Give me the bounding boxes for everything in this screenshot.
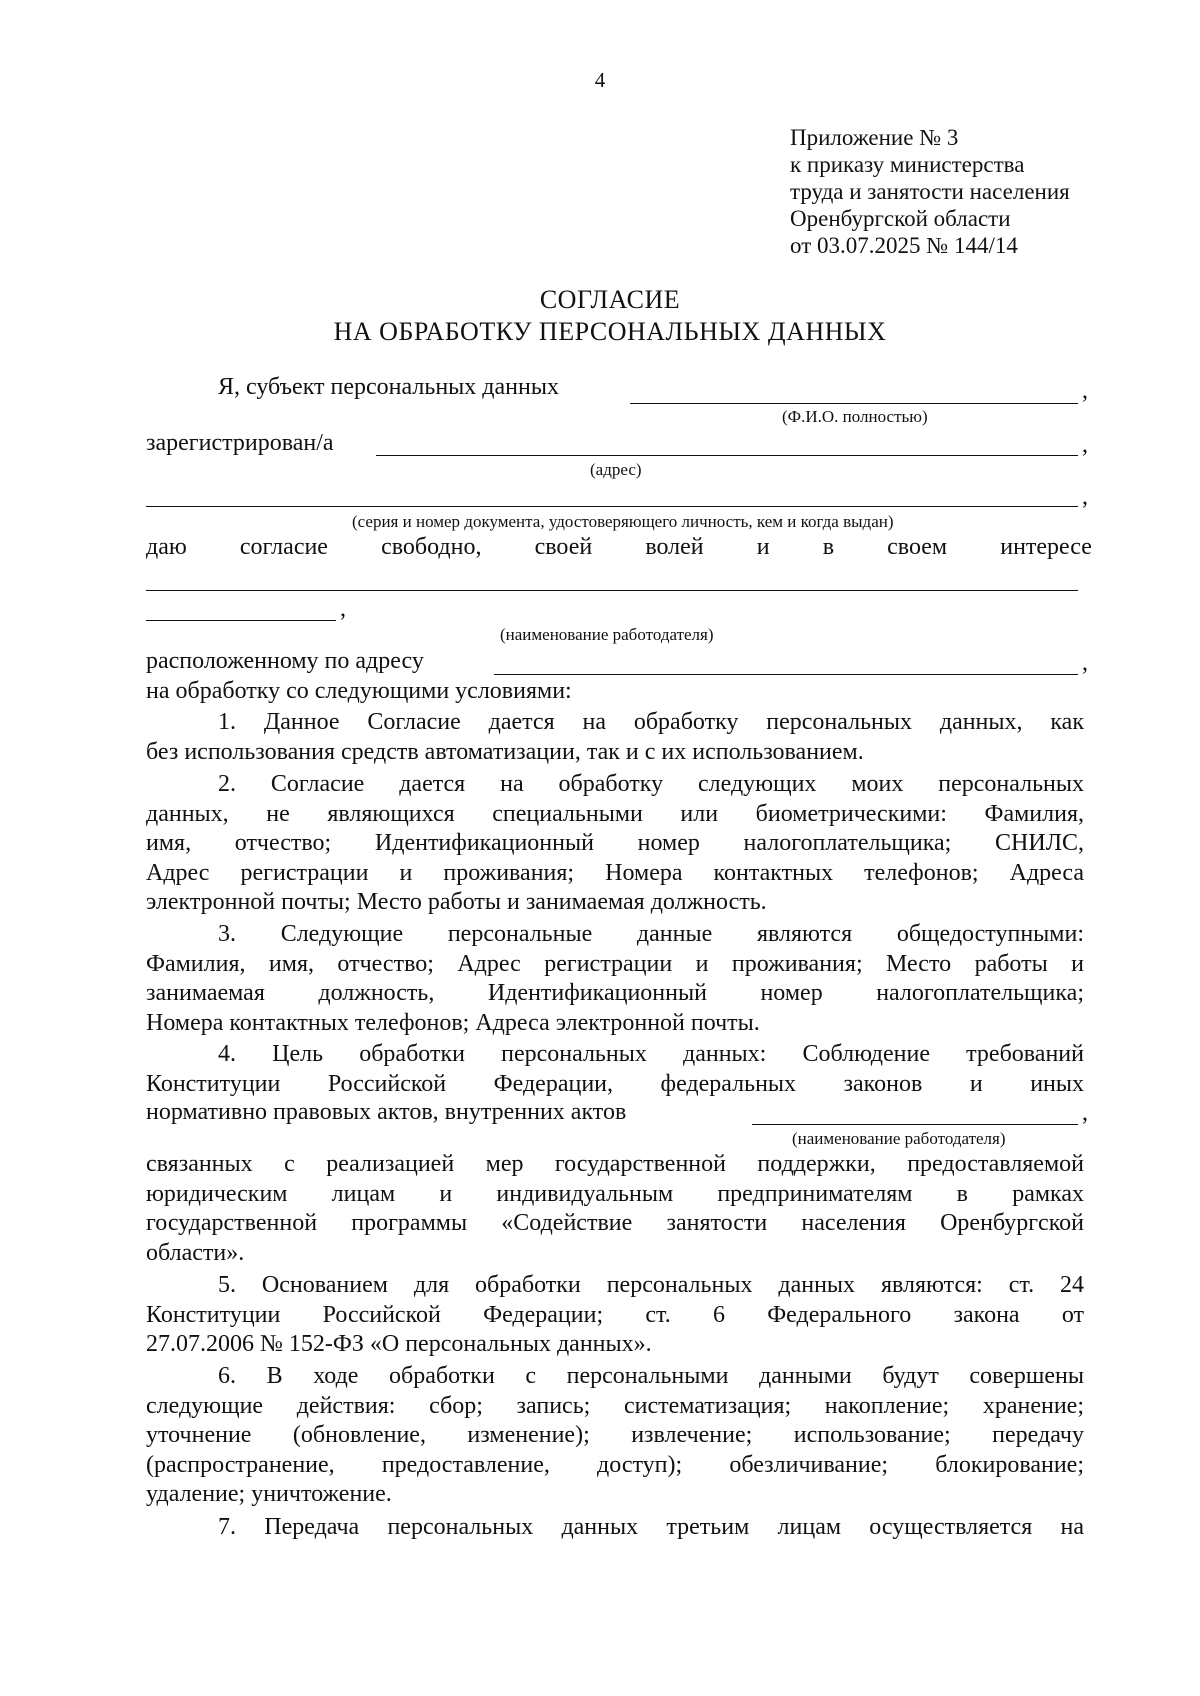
comma: ,: [1082, 484, 1088, 510]
paragraph-6: [146, 1362, 1084, 1510]
document-field[interactable]: [146, 506, 1078, 507]
appendix-line: Оренбургской области: [790, 206, 1011, 231]
comma: ,: [1082, 378, 1088, 404]
paragraph-line: имя, отчество; Идентификационный номер налогоплательщика; СНИЛС,: [146, 830, 1084, 856]
consent-word: своей: [534, 534, 593, 560]
fio-field[interactable]: [630, 403, 1078, 404]
paragraph-line: без использования средств автоматизации, так и с их использованием.: [146, 738, 864, 765]
appendix-line: труда и занятости населения: [790, 179, 1070, 204]
consent-word: интересе: [1000, 534, 1092, 560]
consent-word: волей: [645, 534, 704, 560]
paragraph-line: 4. Цель обработки персональных данных: Соблюдение требований: [218, 1041, 1084, 1067]
paragraph-line: области».: [146, 1239, 245, 1266]
subject-label: Я, субъект персональных данных: [218, 374, 559, 400]
consent-line: [146, 532, 1092, 562]
consent-word: в: [822, 534, 835, 560]
consent-word: даю: [146, 534, 187, 560]
paragraph-line: (распространение, предоставление, доступ); обезличивание; блокирование;: [146, 1451, 1084, 1478]
comma: ,: [1082, 432, 1088, 458]
paragraph-line: электронной почты; Место работы и занимаемая должность.: [146, 889, 767, 915]
paragraph-4-continued: [146, 1150, 1084, 1268]
paragraph-line: 7. Передача персональных данных третьим лицам осуществляется на: [218, 1514, 1084, 1540]
paragraph-1: [146, 708, 1084, 767]
appendix-line: от 03.07.2025 № 144/14: [790, 233, 1018, 258]
comma: ,: [1082, 1100, 1088, 1126]
consent-word: своем: [887, 534, 948, 560]
fio-caption: (Ф.И.О. полностью): [782, 407, 928, 426]
paragraph-line: удаление; уничтожение.: [146, 1481, 392, 1507]
paragraph-line: Конституции Российской Федерации, федеральных законов и иных: [146, 1070, 1084, 1097]
paragraph-line: следующие действия: сбор; запись; систематизация; накопление; хранение;: [146, 1392, 1084, 1419]
employer-caption: (наименование работодателя): [500, 625, 714, 644]
employer-address-field[interactable]: [494, 674, 1078, 675]
paragraph-line: 2. Согласие дается на обработку следующих моих персональных: [218, 771, 1084, 797]
appendix-line: к приказу министерства: [790, 152, 1025, 177]
paragraph-line: Номера контактных телефонов; Адреса электронной почты.: [146, 1009, 760, 1036]
paragraph-line: 6. В ходе обработки с персональными данными будут совершены: [218, 1363, 1084, 1389]
paragraph-line: 1. Данное Согласие дается на обработку персональных данных, как: [218, 709, 1084, 735]
paragraph-line: государственной программы «Содействие занятости населения Оренбургской: [146, 1210, 1084, 1236]
paragraph-line: Конституции Российской Федерации; ст. 6 Федерального закона от: [146, 1301, 1084, 1328]
internal-acts-employer-field[interactable]: [752, 1124, 1078, 1125]
comma: ,: [340, 596, 346, 622]
paragraph-line: Фамилия, имя, отчество; Адрес регистрации и проживания; Место работы и: [146, 950, 1084, 977]
paragraph-line: 5. Основанием для обработки персональных данных являются: ст. 24: [218, 1272, 1084, 1298]
registered-label: зарегистрирован/а: [146, 430, 334, 456]
paragraph-4: [146, 1040, 1084, 1099]
paragraph-7: [146, 1513, 1084, 1543]
paragraph-2: [146, 770, 1084, 918]
consent-word: свободно,: [381, 534, 482, 560]
conditions-label: на обработку со следующими условиями:: [146, 678, 572, 704]
paragraph-line: 27.07.2006 № 152-ФЗ «О персональных данных».: [146, 1331, 652, 1357]
comma: ,: [1082, 650, 1088, 676]
paragraph-line: уточнение (обновление, изменение); извлечение; использование; передачу: [146, 1422, 1084, 1448]
paragraph-line: связанных с реализацией мер государственной поддержки, предоставляемой: [146, 1151, 1084, 1177]
paragraph-line: юридическим лицам и индивидуальным предпринимателям в рамках: [146, 1180, 1084, 1207]
paragraph-line: 3. Следующие персональные данные являются общедоступными:: [218, 921, 1084, 947]
employer-field[interactable]: [146, 590, 1078, 591]
paragraph-5: [146, 1271, 1084, 1360]
address-field[interactable]: [376, 455, 1078, 456]
employer-field-continued[interactable]: [146, 620, 336, 621]
located-label: расположенному по адресу: [146, 648, 424, 674]
consent-word: согласие: [239, 534, 328, 560]
appendix-line: Приложение № 3: [790, 125, 959, 150]
document-title: СОГЛАСИЕ: [539, 285, 681, 314]
consent-word: и: [756, 534, 770, 560]
address-caption: (адрес): [590, 460, 642, 479]
page-number: 4: [594, 68, 606, 92]
employer-caption-2: (наименование работодателя): [792, 1129, 1006, 1148]
paragraph-3: [146, 920, 1084, 1038]
document-subtitle: НА ОБРАБОТКУ ПЕРСОНАЛЬНЫХ ДАННЫХ: [333, 317, 887, 346]
paragraph-line: занимаемая должность, Идентификационный номер налогоплательщика;: [146, 980, 1084, 1006]
appendix-header: [790, 124, 1070, 259]
document-caption: (серия и номер документа, удостоверяющего личность, кем и когда выдан): [352, 512, 894, 531]
paragraph-line: Адрес регистрации и проживания; Номера контактных телефонов; Адреса: [146, 859, 1084, 886]
paragraph-line: данных, не являющихся специальными или биометрическими: Фамилия,: [146, 800, 1084, 827]
paragraph-line: нормативно правовых актов, внутренних актов: [146, 1099, 627, 1125]
